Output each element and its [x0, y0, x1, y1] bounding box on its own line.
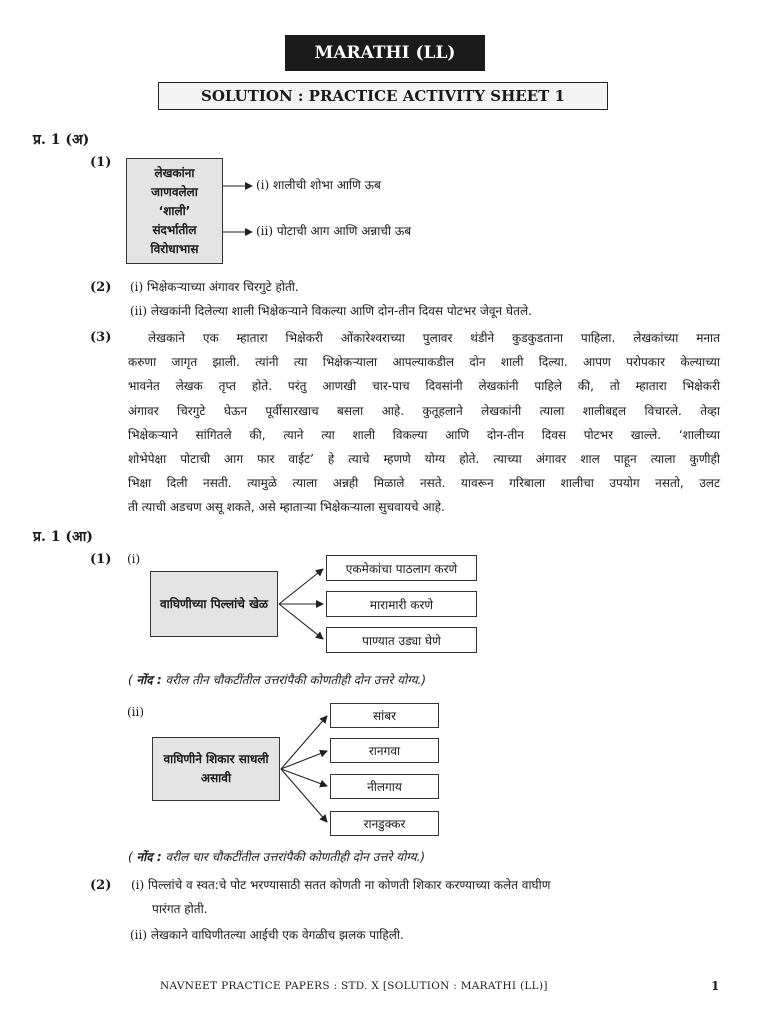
page-footer: NAVNEET PRACTICE PAPERS : STD. X [SOLUTION : MARATHI (LL)]: [160, 980, 548, 992]
page-number: 1: [711, 979, 720, 993]
concept-line: ‘शाली’: [158, 203, 191, 218]
answer-box-text: पाण्यात उड्या घेणे: [362, 633, 441, 648]
arrow: [281, 751, 327, 769]
note-text: वरील तीन चौकटींतील उत्तरांपैकी कोणतीही दोन उत्तरे योग्य.: [165, 673, 422, 687]
answer-line-continued: पारंगत होती.: [152, 902, 208, 916]
page-subtitle: SOLUTION : PRACTICE ACTIVITY SHEET 1: [158, 82, 608, 110]
roman-numeral: (i): [256, 178, 270, 192]
concept-line: जाणवलेला: [151, 184, 198, 199]
paragraph-line: शोभेपेक्षा पोटाची आग फार वाईट’ हे त्याचे म्हणणे योग्य होते. त्याच्या अंगावर शाल पाहून त्याला कुणीही: [128, 452, 720, 467]
paragraph-line: भिक्षेकऱ्याने सांगितले की, त्याने त्या शाली विकल्या आणि दोन-तीन दिवस पोटभर खाल्ले. ‘शालीच्या: [128, 427, 720, 442]
roman-numeral: (ii): [130, 928, 148, 942]
roman-numeral: (i): [130, 280, 144, 294]
paragraph-line: भिक्षा दिली नसती. त्यामुळे त्याला अन्नही मिळाले नसते. यावरून गरिबाला शालीचा उपयोग नसतो, उलट: [128, 476, 720, 491]
roman-numeral: (i): [127, 552, 141, 566]
answer-box-text: मारामारी करणे: [369, 597, 434, 612]
roman-numeral: (i): [131, 878, 145, 892]
paragraph-line: भावनेत लेखक तृप्त होते. परंतु आणखी चार-पाच दिवसांनी लेखकांनी पाहिले की, तो म्हातारा भिक्षेकरी: [128, 379, 720, 394]
concept-line: संदर्भातील: [152, 222, 197, 237]
note-open: (: [128, 850, 133, 864]
note-close: ): [420, 850, 426, 864]
concept-line: लेखकांना: [154, 165, 195, 180]
paragraph-line: ती त्याची अडचण असू शकते, असे म्हाताऱ्या भिक्षेकऱ्याला सुचवायचे आहे.: [128, 500, 445, 515]
roman-numeral: (ii): [256, 224, 274, 238]
web-center-text: वाघिणीच्या पिल्लांचे खेळ: [159, 596, 269, 611]
question-heading-1aa: प्र. 1 (आ): [33, 529, 93, 545]
note-open: (: [128, 673, 133, 687]
arrow: [279, 604, 323, 639]
roman-numeral: (ii): [127, 705, 145, 719]
arrow: [281, 716, 327, 769]
web-center-text: वाघिणीने शिकार साधली असावी: [163, 752, 269, 785]
paragraph-line: करुणा जागृत झाली. त्यांनी त्या भिक्षेकऱ्याला आपल्याकडील दोन शाली दिल्या. आपण परोपकार केल्याच्या: [128, 355, 720, 370]
answer-box-text: सांबर: [373, 709, 396, 723]
answer-box-text: रानडुक्कर: [363, 817, 406, 831]
question-heading-1a: प्र. 1 (अ): [33, 132, 90, 148]
note-close: ): [421, 673, 427, 687]
answer-box-text: रानगवा: [368, 744, 401, 758]
paragraph-line: लेखकाने एक म्हातारा भिक्षेकरी ओंकारेश्वराच्या पुलावर थंडीने कुडकुडताना पाहिला. लेखकांच्या मनात: [148, 331, 720, 345]
answer-text: लेखकाने वाघिणीतल्या आईची एक वेगळीच झलक पाहिली.: [150, 928, 404, 942]
item-number-1: (1): [90, 552, 112, 567]
note-label: नोंद :: [136, 673, 162, 687]
item-number-1: (1): [90, 155, 112, 170]
answer-text: भिक्षेकऱ्याच्या अंगावर चिरगुटे होती.: [147, 280, 299, 294]
answer-box-text: नीलगाय: [367, 780, 402, 794]
answer-text: पिल्लांचे व स्वत:चे पोट भरण्यासाठी सतत कोणती ना कोणती शिकार करण्याच्या कलेत वाघीण: [148, 878, 551, 892]
branch-text: शालीची शोभा आणि ऊब: [273, 178, 381, 192]
answer-box-text: एकमेकांचा पाठलाग करणे: [345, 561, 458, 576]
answer-text: लेखकांनी दिलेल्या शाली भिक्षेकऱ्याने विकल्या आणि दोन-तीन दिवस पोटभर जेवून घेतले.: [150, 304, 532, 318]
item-number-2: (2): [90, 280, 112, 295]
item-number-2: (2): [90, 878, 112, 893]
branch-text: पोटाची आग आणि अन्नाची ऊब: [276, 224, 412, 238]
arrow: [279, 569, 323, 604]
item-number-3: (3): [90, 330, 112, 345]
concept-line: विरोधाभास: [150, 241, 199, 256]
note-text: वरील चार चौकटींतील उत्तरांपैकी कोणतीही दोन उत्तरे योग्य.: [165, 850, 421, 864]
page-title: MARATHI (LL): [285, 35, 485, 71]
roman-numeral: (ii): [130, 304, 148, 318]
note-label: नोंद :: [136, 850, 162, 864]
paragraph-line: अंगावर चिरगुटे घेऊन पूर्वीसारखाच बसला आहे. कुतूहलाने लेखकांनी त्याला शालीबद्दल विचारले. तेव्हा: [128, 403, 720, 418]
